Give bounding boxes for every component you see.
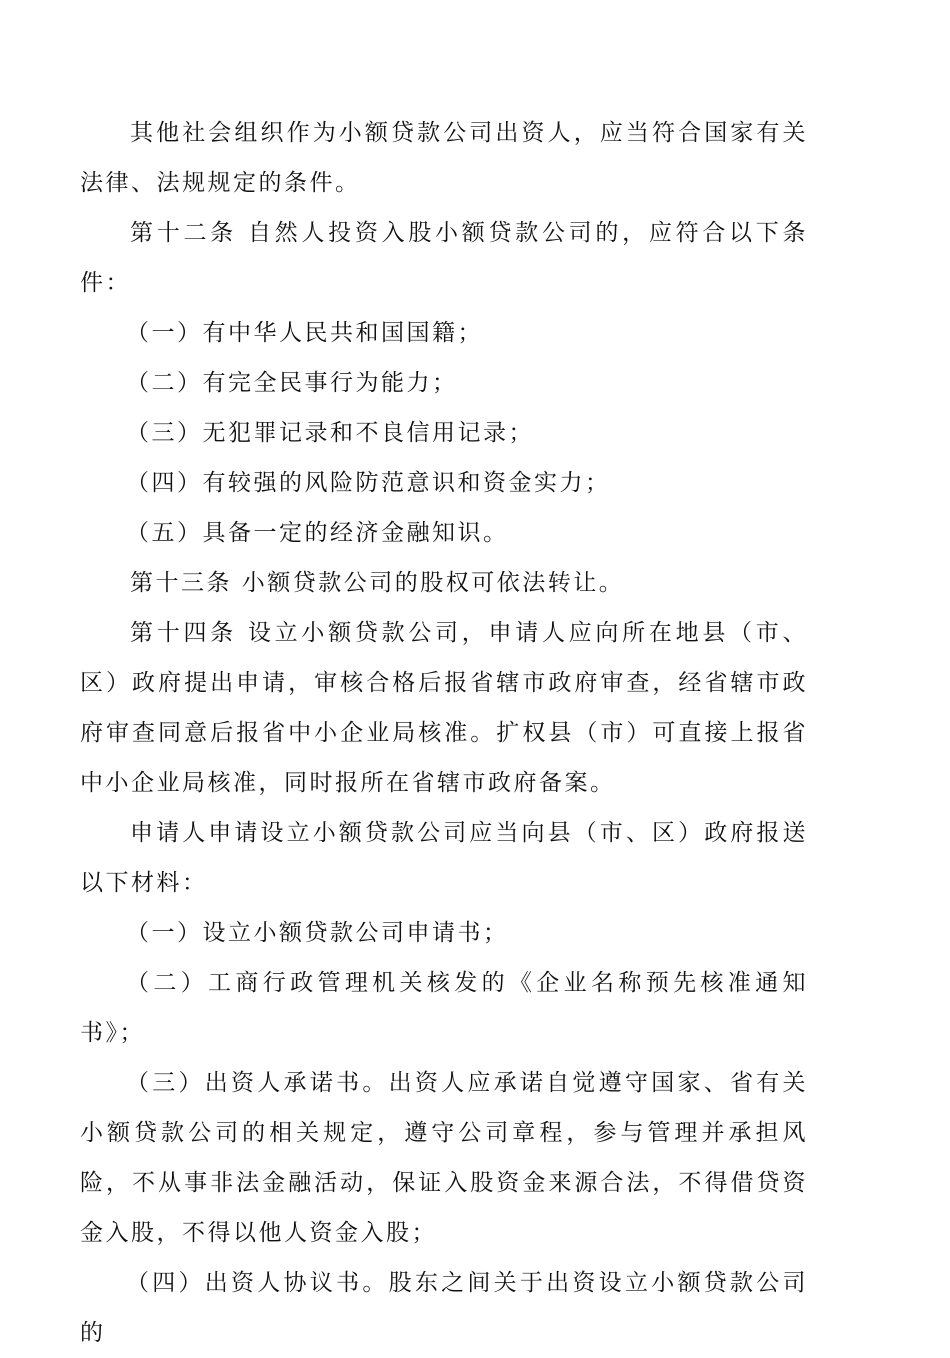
article-12-item-5: （五）具备一定的经济金融知识。 (126, 520, 509, 546)
article-12-item-4: （四）有较强的风险防范意识和资金实力； (126, 470, 611, 496)
materials-item-3: （三）出资人承诺书。出资人应承诺自觉遵守国家、省有关小额贷款公司的相关规定，遵守公司章程，参与管理并承担风险，不从事非法金融活动，保证入股资金来源合法，不得借贷资金入股，不得以他人资金入股； (80, 1070, 808, 1246)
materials-item-1: （一）设立小额贷款公司申请书； (126, 920, 509, 946)
article-12-heading: 第十二条 自然人投资入股小额贷款公司的，应符合以下条件： (80, 220, 808, 296)
materials-item-2: （二）工商行政管理机关核发的《企业名称预先核准通知书》； (80, 970, 808, 1046)
article-12-item-3: （三）无犯罪记录和不良信用记录； (126, 420, 534, 446)
materials-item-4: （四）出资人协议书。股东之间关于出资设立小额贷款公司的 (80, 1270, 808, 1346)
application-materials-intro: 申请人申请设立小额贷款公司应当向县（市、区）政府报送以下材料： (80, 820, 808, 896)
paragraph-other-organizations: 其他社会组织作为小额贷款公司出资人，应当符合国家有关法律、法规规定的条件。 (80, 120, 808, 196)
article-13: 第十三条 小额贷款公司的股权可依法转让。 (130, 570, 625, 596)
article-14: 第十四条 设立小额贷款公司，申请人应向所在地县（市、区）政府提出申请，审核合格后报省辖市政府审查，经省辖市政府审查同意后报省中小企业局核准。扩权县（市）可直接上报省中小企业局核准，同时报所在省辖市政府备案。 (80, 620, 808, 796)
article-12-item-1: （一）有中华人民共和国国籍； (126, 320, 483, 346)
document-body (80, 108, 808, 1358)
article-12-item-2: （二）有完全民事行为能力； (126, 370, 458, 396)
